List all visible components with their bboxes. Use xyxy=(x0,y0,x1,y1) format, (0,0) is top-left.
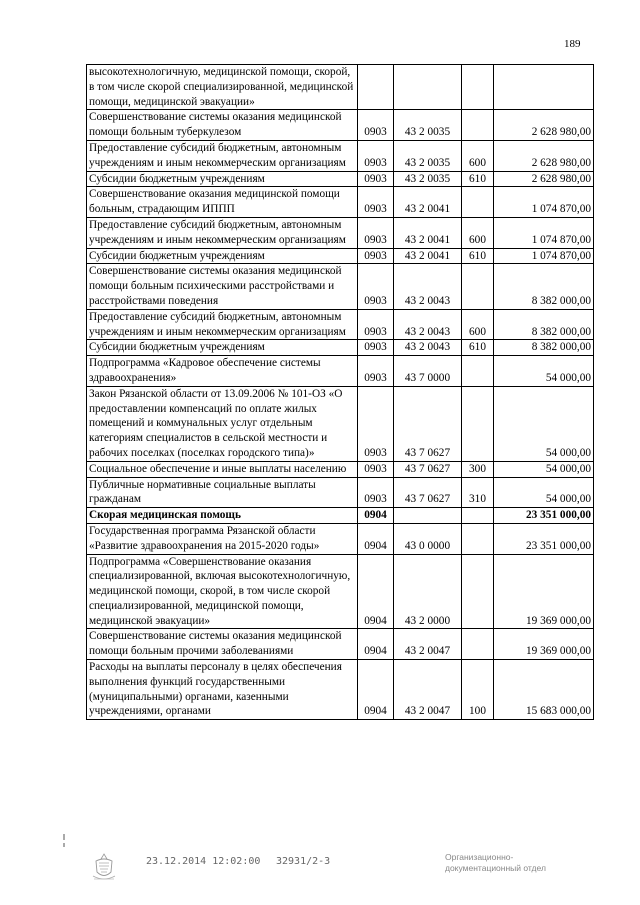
row-name: Подпрограмма «Кадровое обеспечение системы здравоохранения» xyxy=(87,356,358,387)
row-section-code: 0903 xyxy=(358,248,394,264)
row-target-article: 43 2 0043 xyxy=(394,340,462,356)
row-amount: 2 628 980,00 xyxy=(494,171,594,187)
row-name: Совершенствование системы оказания медицинской помощи больным психическими расстройствами и расстройствами поведения xyxy=(87,264,358,309)
table-row xyxy=(87,264,594,309)
table-row xyxy=(87,523,594,554)
table-row xyxy=(87,554,594,629)
table-row xyxy=(87,386,594,461)
row-amount: 1 074 870,00 xyxy=(494,187,594,218)
row-target-article: 43 2 0043 xyxy=(394,264,462,309)
row-target-article: 43 7 0627 xyxy=(394,477,462,508)
row-amount: 1 074 870,00 xyxy=(494,217,594,248)
row-amount: 1 074 870,00 xyxy=(494,248,594,264)
table-row xyxy=(87,461,594,477)
row-amount: 8 382 000,00 xyxy=(494,264,594,309)
row-name: Предоставление субсидий бюджетным, автономным учреждениям и иным некоммерческим организациям xyxy=(87,309,358,340)
row-target-article: 43 7 0627 xyxy=(394,461,462,477)
coat-of-arms-icon xyxy=(90,852,118,882)
row-section-code: 0903 xyxy=(358,340,394,356)
row-expense-type: 100 xyxy=(462,660,494,720)
table-row xyxy=(87,217,594,248)
row-target-article: 43 2 0035 xyxy=(394,140,462,171)
row-name: Закон Рязанской области от 13.09.2006 № 101-ОЗ «О предоставлении компенсаций по оплате жилых помещений и коммунальных услуг отдельным категориям специалистов в сельской местности и рабочих поселках (поселках городского типа)» xyxy=(87,386,358,461)
row-name: Субсидии бюджетным учреждениям xyxy=(87,340,358,356)
row-name: Совершенствование системы оказания медицинской помощи больным туберкулезом xyxy=(87,110,358,141)
row-section-code: 0904 xyxy=(358,508,394,524)
margin-mark xyxy=(62,834,66,848)
row-target-article: 43 2 0041 xyxy=(394,217,462,248)
row-expense-type: 300 xyxy=(462,461,494,477)
row-name: Публичные нормативные социальные выплаты гражданам xyxy=(87,477,358,508)
row-name: Совершенствование оказания медицинской помощи больным, страдающим ИППП xyxy=(87,187,358,218)
row-expense-type xyxy=(462,523,494,554)
row-section-code: 0903 xyxy=(358,264,394,309)
row-amount: 8 382 000,00 xyxy=(494,309,594,340)
table-row xyxy=(87,356,594,387)
row-target-article: 43 2 0043 xyxy=(394,309,462,340)
row-section-code: 0903 xyxy=(358,386,394,461)
row-expense-type: 310 xyxy=(462,477,494,508)
row-section-code: 0904 xyxy=(358,523,394,554)
row-target-article: 43 2 0041 xyxy=(394,187,462,218)
table-row xyxy=(87,248,594,264)
row-section-code: 0904 xyxy=(358,554,394,629)
row-section-code: 0903 xyxy=(358,356,394,387)
table-row xyxy=(87,477,594,508)
row-expense-type xyxy=(462,110,494,141)
row-target-article: 43 2 0000 xyxy=(394,554,462,629)
row-name: Предоставление субсидий бюджетным, автономным учреждениям и иным некоммерческим организациям xyxy=(87,217,358,248)
row-section-code: 0903 xyxy=(358,477,394,508)
row-target-article: 43 2 0035 xyxy=(394,171,462,187)
table-row xyxy=(87,340,594,356)
row-name: высокотехнологичную, медицинской помощи, скорой, в том числе скорой специализированной, медицинской помощи, медицинской эвакуации» xyxy=(87,65,358,110)
row-section-code: 0904 xyxy=(358,629,394,660)
row-amount: 23 351 000,00 xyxy=(494,508,594,524)
row-amount: 54 000,00 xyxy=(494,477,594,508)
row-name: Расходы на выплаты персоналу в целях обеспечения выполнения функций государственными (муниципальными) органами, казенными учреждениями, органами xyxy=(87,660,358,720)
row-name: Скорая медицинская помощь xyxy=(87,508,358,524)
row-section-code xyxy=(358,65,394,110)
table-row xyxy=(87,629,594,660)
row-target-article: 43 2 0047 xyxy=(394,660,462,720)
row-section-code: 0903 xyxy=(358,171,394,187)
row-expense-type: 610 xyxy=(462,340,494,356)
footer-doc-id: 32931/2-3 xyxy=(276,856,331,867)
row-expense-type: 600 xyxy=(462,309,494,340)
row-amount: 15 683 000,00 xyxy=(494,660,594,720)
row-target-article xyxy=(394,508,462,524)
row-section-code: 0903 xyxy=(358,187,394,218)
row-amount: 54 000,00 xyxy=(494,386,594,461)
table-row xyxy=(87,187,594,218)
footer-org-line1: Организационно- xyxy=(445,852,514,862)
row-expense-type xyxy=(462,554,494,629)
table-row xyxy=(87,309,594,340)
table-row xyxy=(87,508,594,524)
budget-table xyxy=(86,64,594,720)
row-amount: 54 000,00 xyxy=(494,461,594,477)
row-name: Социальное обеспечение и иные выплаты населению xyxy=(87,461,358,477)
row-section-code: 0903 xyxy=(358,110,394,141)
row-expense-type: 600 xyxy=(462,217,494,248)
row-amount: 2 628 980,00 xyxy=(494,110,594,141)
row-name: Субсидии бюджетным учреждениям xyxy=(87,248,358,264)
row-expense-type xyxy=(462,264,494,309)
row-target-article: 43 2 0047 xyxy=(394,629,462,660)
row-target-article: 43 2 0041 xyxy=(394,248,462,264)
row-target-article: 43 7 0627 xyxy=(394,386,462,461)
row-name: Подпрограмма «Совершенствование оказания специализированной, включая высокотехнологичную, медицинской помощи, скорой, в том числе скорой специализированной, медицинской помощи, медицинской эвакуации» xyxy=(87,554,358,629)
row-target-article: 43 7 0000 xyxy=(394,356,462,387)
footer-org-stamp xyxy=(445,852,546,874)
table-row xyxy=(87,660,594,720)
row-target-article: 43 2 0035 xyxy=(394,110,462,141)
row-expense-type: 610 xyxy=(462,171,494,187)
row-expense-type: 610 xyxy=(462,248,494,264)
row-name: Субсидии бюджетным учреждениям xyxy=(87,171,358,187)
footer-org-line2: документационный отдел xyxy=(445,863,546,873)
row-section-code: 0904 xyxy=(358,660,394,720)
row-amount xyxy=(494,65,594,110)
row-target-article xyxy=(394,65,462,110)
row-expense-type xyxy=(462,508,494,524)
row-amount: 19 369 000,00 xyxy=(494,629,594,660)
row-section-code: 0903 xyxy=(358,309,394,340)
row-name: Предоставление субсидий бюджетным, автономным учреждениям и иным некоммерческим организациям xyxy=(87,140,358,171)
row-amount: 8 382 000,00 xyxy=(494,340,594,356)
row-amount: 23 351 000,00 xyxy=(494,523,594,554)
row-expense-type: 600 xyxy=(462,140,494,171)
row-amount: 54 000,00 xyxy=(494,356,594,387)
table-row xyxy=(87,110,594,141)
footer-date: 23.12.2014 12:02:00 xyxy=(146,856,261,867)
row-expense-type xyxy=(462,356,494,387)
row-section-code: 0903 xyxy=(358,217,394,248)
row-expense-type xyxy=(462,187,494,218)
table-row xyxy=(87,171,594,187)
row-section-code: 0903 xyxy=(358,461,394,477)
row-amount: 2 628 980,00 xyxy=(494,140,594,171)
row-amount: 19 369 000,00 xyxy=(494,554,594,629)
table-row xyxy=(87,140,594,171)
row-section-code: 0903 xyxy=(358,140,394,171)
row-name: Государственная программа Рязанской области «Развитие здравоохранения на 2015-2020 годы» xyxy=(87,523,358,554)
table-row xyxy=(87,65,594,110)
row-expense-type xyxy=(462,65,494,110)
row-name: Совершенствование системы оказания медицинской помощи больным прочими заболеваниями xyxy=(87,629,358,660)
row-expense-type xyxy=(462,386,494,461)
row-target-article: 43 0 0000 xyxy=(394,523,462,554)
page-number: 189 xyxy=(564,38,581,50)
row-expense-type xyxy=(462,629,494,660)
